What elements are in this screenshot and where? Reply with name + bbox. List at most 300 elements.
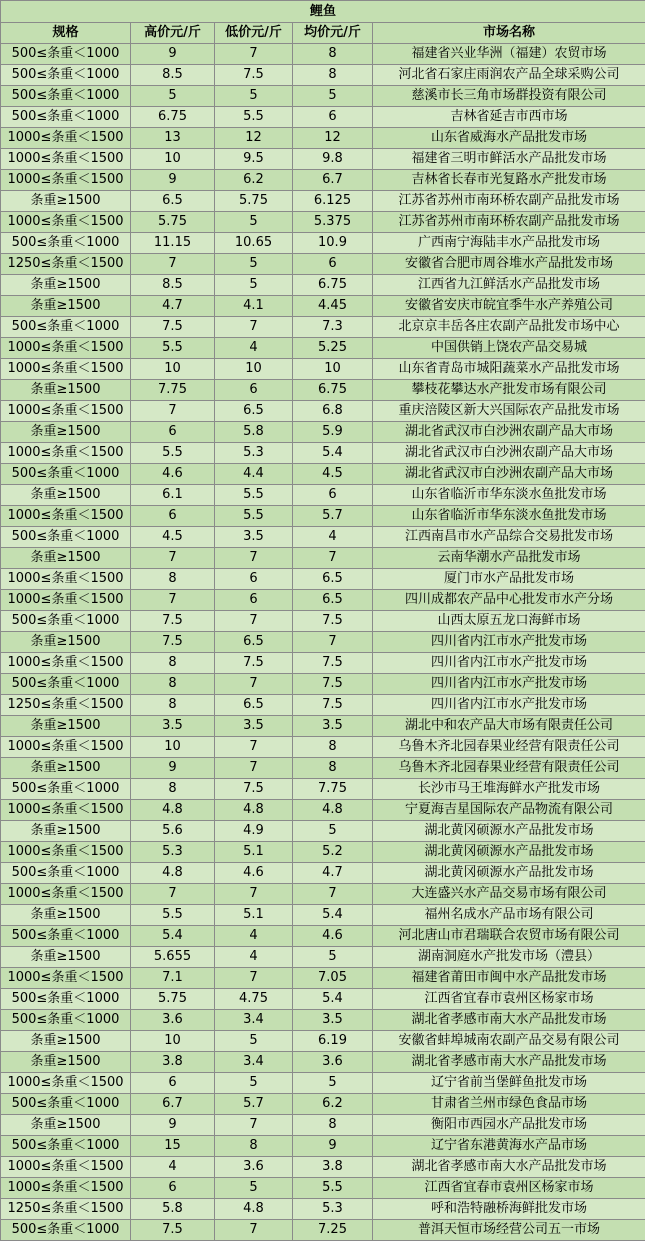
cell-low-price: 5.5	[215, 506, 293, 527]
table-row	[1, 464, 645, 485]
cell-low-price: 7.5	[215, 65, 293, 86]
cell-avg-price: 6.75	[293, 380, 373, 401]
cell-market-name: 安徽省蚌埠城南农副产品交易有限公司	[373, 1031, 645, 1052]
table-row	[1, 380, 645, 401]
cell-spec: 500≤条重＜1000	[1, 926, 131, 947]
cell-high-price: 7.5	[131, 317, 215, 338]
cell-avg-price: 8	[293, 65, 373, 86]
cell-avg-price: 5	[293, 947, 373, 968]
cell-avg-price: 5.375	[293, 212, 373, 233]
table-row	[1, 359, 645, 380]
cell-avg-price: 6.7	[293, 170, 373, 191]
cell-spec: 500≤条重＜1000	[1, 464, 131, 485]
cell-market-name: 四川省内江市水产批发市场	[373, 653, 645, 674]
table-row	[1, 905, 645, 926]
cell-low-price: 5	[215, 1031, 293, 1052]
cell-low-price: 4.8	[215, 1199, 293, 1220]
cell-market-name: 江西省宜春市袁州区杨家市场	[373, 989, 645, 1010]
cell-avg-price: 8	[293, 737, 373, 758]
cell-avg-price: 6.5	[293, 569, 373, 590]
header-row	[1, 23, 645, 44]
cell-spec: 500≤条重＜1000	[1, 989, 131, 1010]
table-row	[1, 275, 645, 296]
cell-avg-price: 10	[293, 359, 373, 380]
cell-low-price: 7	[215, 758, 293, 779]
table-row	[1, 1115, 645, 1136]
cell-market-name: 山东省临沂市华东淡水鱼批发市场	[373, 506, 645, 527]
cell-low-price: 5.5	[215, 107, 293, 128]
cell-high-price: 9	[131, 1115, 215, 1136]
cell-low-price: 4.1	[215, 296, 293, 317]
cell-low-price: 5	[215, 1178, 293, 1199]
cell-high-price: 7.5	[131, 611, 215, 632]
cell-high-price: 8.5	[131, 275, 215, 296]
table-row	[1, 758, 645, 779]
cell-spec: 1000≤条重＜1500	[1, 338, 131, 359]
table-row	[1, 401, 645, 422]
cell-high-price: 8	[131, 779, 215, 800]
table-row	[1, 716, 645, 737]
cell-market-name: 山东省青岛市城阳蔬菜水产品批发市场	[373, 359, 645, 380]
cell-high-price: 9	[131, 170, 215, 191]
cell-low-price: 5.8	[215, 422, 293, 443]
cell-low-price: 3.5	[215, 716, 293, 737]
table-row	[1, 443, 645, 464]
cell-avg-price: 3.8	[293, 1157, 373, 1178]
cell-market-name: 湖北黄冈硕源水产品批发市场	[373, 821, 645, 842]
cell-market-name: 湖北省武汉市白沙洲农副产品大市场	[373, 464, 645, 485]
cell-high-price: 5.6	[131, 821, 215, 842]
cell-low-price: 3.6	[215, 1157, 293, 1178]
cell-spec: 1000≤条重＜1500	[1, 401, 131, 422]
cell-avg-price: 7	[293, 884, 373, 905]
table-row	[1, 674, 645, 695]
cell-spec: 500≤条重＜1000	[1, 233, 131, 254]
table-row	[1, 296, 645, 317]
cell-low-price: 4	[215, 926, 293, 947]
cell-market-name: 山东省威海水产品批发市场	[373, 128, 645, 149]
cell-spec: 1000≤条重＜1500	[1, 800, 131, 821]
cell-high-price: 4	[131, 1157, 215, 1178]
table-row	[1, 338, 645, 359]
cell-market-name: 辽宁省东港黄海水产品市场	[373, 1136, 645, 1157]
cell-low-price: 5.7	[215, 1094, 293, 1115]
table-row	[1, 989, 645, 1010]
cell-avg-price: 8	[293, 758, 373, 779]
cell-market-name: 河北省石家庄雨润农产品全球采购公司	[373, 65, 645, 86]
table-row	[1, 1136, 645, 1157]
table-row	[1, 1199, 645, 1220]
table-row	[1, 863, 645, 884]
cell-market-name: 北京京丰岳各庄农副产品批发市场中心	[373, 317, 645, 338]
cell-high-price: 5.4	[131, 926, 215, 947]
cell-avg-price: 6.5	[293, 590, 373, 611]
cell-low-price: 10.65	[215, 233, 293, 254]
cell-low-price: 6.5	[215, 632, 293, 653]
cell-spec: 1250≤条重＜1500	[1, 254, 131, 275]
cell-high-price: 3.6	[131, 1010, 215, 1031]
table-row	[1, 1073, 645, 1094]
table-row	[1, 947, 645, 968]
table-row	[1, 926, 645, 947]
cell-low-price: 7	[215, 674, 293, 695]
cell-avg-price: 7.5	[293, 653, 373, 674]
cell-avg-price: 5.25	[293, 338, 373, 359]
cell-high-price: 4.7	[131, 296, 215, 317]
cell-market-name: 湖北省孝感市南大水产品批发市场	[373, 1052, 645, 1073]
cell-spec: 500≤条重＜1000	[1, 527, 131, 548]
cell-spec: 1000≤条重＜1500	[1, 590, 131, 611]
cell-spec: 条重≥1500	[1, 821, 131, 842]
cell-high-price: 8	[131, 653, 215, 674]
cell-market-name: 呼和浩特融桥海鲜批发市场	[373, 1199, 645, 1220]
cell-avg-price: 5.3	[293, 1199, 373, 1220]
cell-low-price: 4.75	[215, 989, 293, 1010]
cell-avg-price: 7	[293, 632, 373, 653]
cell-high-price: 4.8	[131, 863, 215, 884]
cell-market-name: 湖北省武汉市白沙洲农副产品大市场	[373, 422, 645, 443]
cell-avg-price: 5	[293, 821, 373, 842]
cell-avg-price: 6.8	[293, 401, 373, 422]
cell-high-price: 13	[131, 128, 215, 149]
table-row	[1, 821, 645, 842]
cell-market-name: 乌鲁木齐北园春果业经营有限责任公司	[373, 737, 645, 758]
cell-low-price: 6	[215, 380, 293, 401]
cell-low-price: 6	[215, 569, 293, 590]
cell-market-name: 吉林省长春市光复路水产批发市场	[373, 170, 645, 191]
cell-low-price: 5	[215, 254, 293, 275]
cell-avg-price: 5.4	[293, 905, 373, 926]
table-row	[1, 800, 645, 821]
cell-market-name: 安徽省合肥市周谷堆水产品批发市场	[373, 254, 645, 275]
cell-spec: 500≤条重＜1000	[1, 1010, 131, 1031]
cell-market-name: 厦门市水产品批发市场	[373, 569, 645, 590]
cell-high-price: 7.75	[131, 380, 215, 401]
table-row	[1, 170, 645, 191]
cell-low-price: 5.5	[215, 485, 293, 506]
table-row	[1, 422, 645, 443]
table-row	[1, 695, 645, 716]
cell-high-price: 4.6	[131, 464, 215, 485]
cell-avg-price: 12	[293, 128, 373, 149]
cell-high-price: 5.5	[131, 338, 215, 359]
cell-high-price: 6.5	[131, 191, 215, 212]
cell-spec: 500≤条重＜1000	[1, 44, 131, 65]
table-row	[1, 653, 645, 674]
header-high-price: 高价元/斤	[131, 23, 215, 44]
cell-avg-price: 6	[293, 107, 373, 128]
cell-avg-price: 4	[293, 527, 373, 548]
cell-high-price: 6.75	[131, 107, 215, 128]
table-row	[1, 506, 645, 527]
cell-high-price: 6	[131, 506, 215, 527]
cell-avg-price: 7.5	[293, 611, 373, 632]
table-title: 鲤鱼	[1, 1, 645, 23]
table-row	[1, 1094, 645, 1115]
cell-high-price: 10	[131, 359, 215, 380]
cell-spec: 条重≥1500	[1, 1115, 131, 1136]
cell-high-price: 3.8	[131, 1052, 215, 1073]
cell-high-price: 6.1	[131, 485, 215, 506]
table-row	[1, 212, 645, 233]
cell-spec: 500≤条重＜1000	[1, 611, 131, 632]
cell-high-price: 9	[131, 44, 215, 65]
cell-avg-price: 4.45	[293, 296, 373, 317]
cell-avg-price: 7.3	[293, 317, 373, 338]
cell-low-price: 8	[215, 1136, 293, 1157]
cell-avg-price: 4.8	[293, 800, 373, 821]
cell-low-price: 6.5	[215, 695, 293, 716]
cell-high-price: 5.75	[131, 212, 215, 233]
cell-avg-price: 5.9	[293, 422, 373, 443]
cell-market-name: 四川省内江市水产批发市场	[373, 674, 645, 695]
cell-market-name: 湖南洞庭水产批发市场（澧县）	[373, 947, 645, 968]
cell-spec: 1000≤条重＜1500	[1, 737, 131, 758]
cell-spec: 条重≥1500	[1, 548, 131, 569]
cell-high-price: 11.15	[131, 233, 215, 254]
cell-avg-price: 5.5	[293, 1178, 373, 1199]
cell-market-name: 湖北省孝感市南大水产品批发市场	[373, 1010, 645, 1031]
cell-high-price: 5.5	[131, 905, 215, 926]
cell-market-name: 湖北省孝感市南大水产品批发市场	[373, 1157, 645, 1178]
cell-market-name: 云南华潮水产品批发市场	[373, 548, 645, 569]
cell-spec: 1000≤条重＜1500	[1, 128, 131, 149]
cell-spec: 1000≤条重＜1500	[1, 842, 131, 863]
cell-spec: 500≤条重＜1000	[1, 1220, 131, 1241]
cell-market-name: 攀枝花攀达水产批发市场有限公司	[373, 380, 645, 401]
cell-avg-price: 7.5	[293, 674, 373, 695]
cell-spec: 条重≥1500	[1, 485, 131, 506]
cell-market-name: 福建省三明市鲜活水产品批发市场	[373, 149, 645, 170]
cell-low-price: 4.6	[215, 863, 293, 884]
cell-market-name: 普洱天恒市场经营公司五一市场	[373, 1220, 645, 1241]
cell-market-name: 湖北黄冈硕源水产品批发市场	[373, 863, 645, 884]
cell-avg-price: 6.75	[293, 275, 373, 296]
cell-avg-price: 5	[293, 86, 373, 107]
cell-low-price: 4.4	[215, 464, 293, 485]
cell-market-name: 湖北省武汉市白沙洲农副产品大市场	[373, 443, 645, 464]
table-row	[1, 65, 645, 86]
table-row	[1, 128, 645, 149]
cell-spec: 1000≤条重＜1500	[1, 443, 131, 464]
cell-high-price: 6	[131, 1073, 215, 1094]
cell-low-price: 5.3	[215, 443, 293, 464]
cell-high-price: 3.5	[131, 716, 215, 737]
cell-high-price: 7	[131, 548, 215, 569]
table-row	[1, 884, 645, 905]
cell-avg-price: 9.8	[293, 149, 373, 170]
table-row	[1, 233, 645, 254]
cell-avg-price: 5	[293, 1073, 373, 1094]
cell-low-price: 5	[215, 275, 293, 296]
cell-avg-price: 4.5	[293, 464, 373, 485]
cell-high-price: 8	[131, 695, 215, 716]
table-row	[1, 86, 645, 107]
cell-high-price: 7.1	[131, 968, 215, 989]
cell-low-price: 7	[215, 611, 293, 632]
cell-spec: 500≤条重＜1000	[1, 1136, 131, 1157]
cell-spec: 500≤条重＜1000	[1, 863, 131, 884]
cell-market-name: 四川省内江市水产批发市场	[373, 632, 645, 653]
cell-spec: 条重≥1500	[1, 716, 131, 737]
cell-spec: 500≤条重＜1000	[1, 317, 131, 338]
cell-market-name: 中国供销上饶农产品交易城	[373, 338, 645, 359]
table-body	[1, 44, 645, 1241]
table-row	[1, 1010, 645, 1031]
cell-low-price: 5.75	[215, 191, 293, 212]
cell-spec: 500≤条重＜1000	[1, 1094, 131, 1115]
cell-high-price: 8	[131, 569, 215, 590]
cell-high-price: 8	[131, 674, 215, 695]
table-row	[1, 590, 645, 611]
cell-avg-price: 5.4	[293, 989, 373, 1010]
cell-low-price: 10	[215, 359, 293, 380]
table-row	[1, 254, 645, 275]
cell-high-price: 4.5	[131, 527, 215, 548]
cell-low-price: 3.4	[215, 1052, 293, 1073]
cell-spec: 条重≥1500	[1, 1052, 131, 1073]
cell-high-price: 7	[131, 884, 215, 905]
cell-low-price: 7	[215, 44, 293, 65]
cell-market-name: 吉林省延吉市西市场	[373, 107, 645, 128]
cell-low-price: 5	[215, 86, 293, 107]
cell-high-price: 10	[131, 1031, 215, 1052]
table-row	[1, 569, 645, 590]
cell-avg-price: 10.9	[293, 233, 373, 254]
cell-spec: 条重≥1500	[1, 191, 131, 212]
cell-spec: 1000≤条重＜1500	[1, 968, 131, 989]
table-row	[1, 1178, 645, 1199]
cell-high-price: 5.5	[131, 443, 215, 464]
cell-low-price: 7	[215, 737, 293, 758]
table-row	[1, 149, 645, 170]
cell-high-price: 6	[131, 422, 215, 443]
cell-low-price: 7	[215, 1220, 293, 1241]
cell-spec: 条重≥1500	[1, 380, 131, 401]
cell-spec: 1250≤条重＜1500	[1, 1199, 131, 1220]
cell-market-name: 四川成都农产品中心批发市水产分场	[373, 590, 645, 611]
cell-market-name: 广西南宁海陆丰水产品批发市场	[373, 233, 645, 254]
table-row	[1, 107, 645, 128]
cell-spec: 500≤条重＜1000	[1, 674, 131, 695]
cell-market-name: 福州名成水产品市场有限公司	[373, 905, 645, 926]
cell-low-price: 7	[215, 548, 293, 569]
table-row	[1, 737, 645, 758]
cell-high-price: 7.5	[131, 632, 215, 653]
table-row	[1, 1220, 645, 1241]
header-market-name: 市场名称	[373, 23, 645, 44]
cell-market-name: 宁夏海吉星国际农产品物流有限公司	[373, 800, 645, 821]
cell-spec: 1000≤条重＜1500	[1, 212, 131, 233]
cell-market-name: 江西南昌市水产品综合交易批发市场	[373, 527, 645, 548]
cell-avg-price: 3.5	[293, 1010, 373, 1031]
cell-spec: 1000≤条重＜1500	[1, 653, 131, 674]
cell-low-price: 4.8	[215, 800, 293, 821]
cell-market-name: 安徽省安庆市皖宜季牛水产养殖公司	[373, 296, 645, 317]
cell-low-price: 5.1	[215, 842, 293, 863]
cell-spec: 1250≤条重＜1500	[1, 695, 131, 716]
cell-low-price: 3.5	[215, 527, 293, 548]
cell-spec: 条重≥1500	[1, 758, 131, 779]
cell-low-price: 4	[215, 338, 293, 359]
cell-market-name: 长沙市马王堆海鲜水产批发市场	[373, 779, 645, 800]
cell-avg-price: 5.4	[293, 443, 373, 464]
cell-avg-price: 4.7	[293, 863, 373, 884]
cell-low-price: 6.5	[215, 401, 293, 422]
cell-high-price: 8.5	[131, 65, 215, 86]
table-row	[1, 1052, 645, 1073]
cell-avg-price: 6.2	[293, 1094, 373, 1115]
cell-avg-price: 6.125	[293, 191, 373, 212]
cell-low-price: 4	[215, 947, 293, 968]
cell-avg-price: 6	[293, 254, 373, 275]
cell-market-name: 山东省临沂市华东淡水鱼批发市场	[373, 485, 645, 506]
cell-low-price: 6	[215, 590, 293, 611]
cell-low-price: 7.5	[215, 653, 293, 674]
cell-spec: 条重≥1500	[1, 296, 131, 317]
table-row	[1, 968, 645, 989]
cell-market-name: 衡阳市西园水产品批发市场	[373, 1115, 645, 1136]
cell-spec: 1000≤条重＜1500	[1, 359, 131, 380]
table-row	[1, 527, 645, 548]
cell-market-name: 福建省兴业华洲（福建）农贸市场	[373, 44, 645, 65]
cell-low-price: 7	[215, 1115, 293, 1136]
cell-market-name: 河北唐山市君瑞联合农贸市场有限公司	[373, 926, 645, 947]
cell-market-name: 大连盛兴水产品交易市场有限公司	[373, 884, 645, 905]
cell-market-name: 辽宁省前当堡鲜鱼批发市场	[373, 1073, 645, 1094]
cell-low-price: 7.5	[215, 779, 293, 800]
cell-market-name: 江西省宜春市袁州区杨家市场	[373, 1178, 645, 1199]
cell-low-price: 6.2	[215, 170, 293, 191]
cell-spec: 条重≥1500	[1, 905, 131, 926]
title-row	[1, 1, 645, 23]
cell-avg-price: 7.05	[293, 968, 373, 989]
cell-market-name: 甘肃省兰州市绿色食品市场	[373, 1094, 645, 1115]
table-row	[1, 779, 645, 800]
cell-avg-price: 7.25	[293, 1220, 373, 1241]
cell-spec: 1000≤条重＜1500	[1, 1157, 131, 1178]
cell-high-price: 6	[131, 1178, 215, 1199]
cell-spec: 1000≤条重＜1500	[1, 569, 131, 590]
cell-market-name: 湖北黄冈硕源水产品批发市场	[373, 842, 645, 863]
cell-spec: 1000≤条重＜1500	[1, 170, 131, 191]
cell-low-price: 7	[215, 884, 293, 905]
cell-low-price: 12	[215, 128, 293, 149]
cell-high-price: 5	[131, 86, 215, 107]
cell-market-name: 四川省内江市水产批发市场	[373, 695, 645, 716]
table-row	[1, 842, 645, 863]
cell-spec: 1000≤条重＜1500	[1, 1073, 131, 1094]
cell-market-name: 山西太原五龙口海鲜市场	[373, 611, 645, 632]
cell-spec: 500≤条重＜1000	[1, 779, 131, 800]
cell-market-name: 乌鲁木齐北园春果业经营有限责任公司	[373, 758, 645, 779]
cell-avg-price: 8	[293, 1115, 373, 1136]
cell-spec: 1000≤条重＜1500	[1, 884, 131, 905]
cell-market-name: 湖北中和农产品大市场有限责任公司	[373, 716, 645, 737]
cell-spec: 条重≥1500	[1, 275, 131, 296]
cell-avg-price: 3.5	[293, 716, 373, 737]
cell-high-price: 10	[131, 149, 215, 170]
cell-high-price: 5.3	[131, 842, 215, 863]
cell-spec: 500≤条重＜1000	[1, 107, 131, 128]
table-row	[1, 611, 645, 632]
cell-avg-price: 7.75	[293, 779, 373, 800]
cell-high-price: 5.75	[131, 989, 215, 1010]
cell-high-price: 7.5	[131, 1220, 215, 1241]
cell-high-price: 4.8	[131, 800, 215, 821]
cell-market-name: 江西省九江鲜活水产品批发市场	[373, 275, 645, 296]
header-low-price: 低价元/斤	[215, 23, 293, 44]
